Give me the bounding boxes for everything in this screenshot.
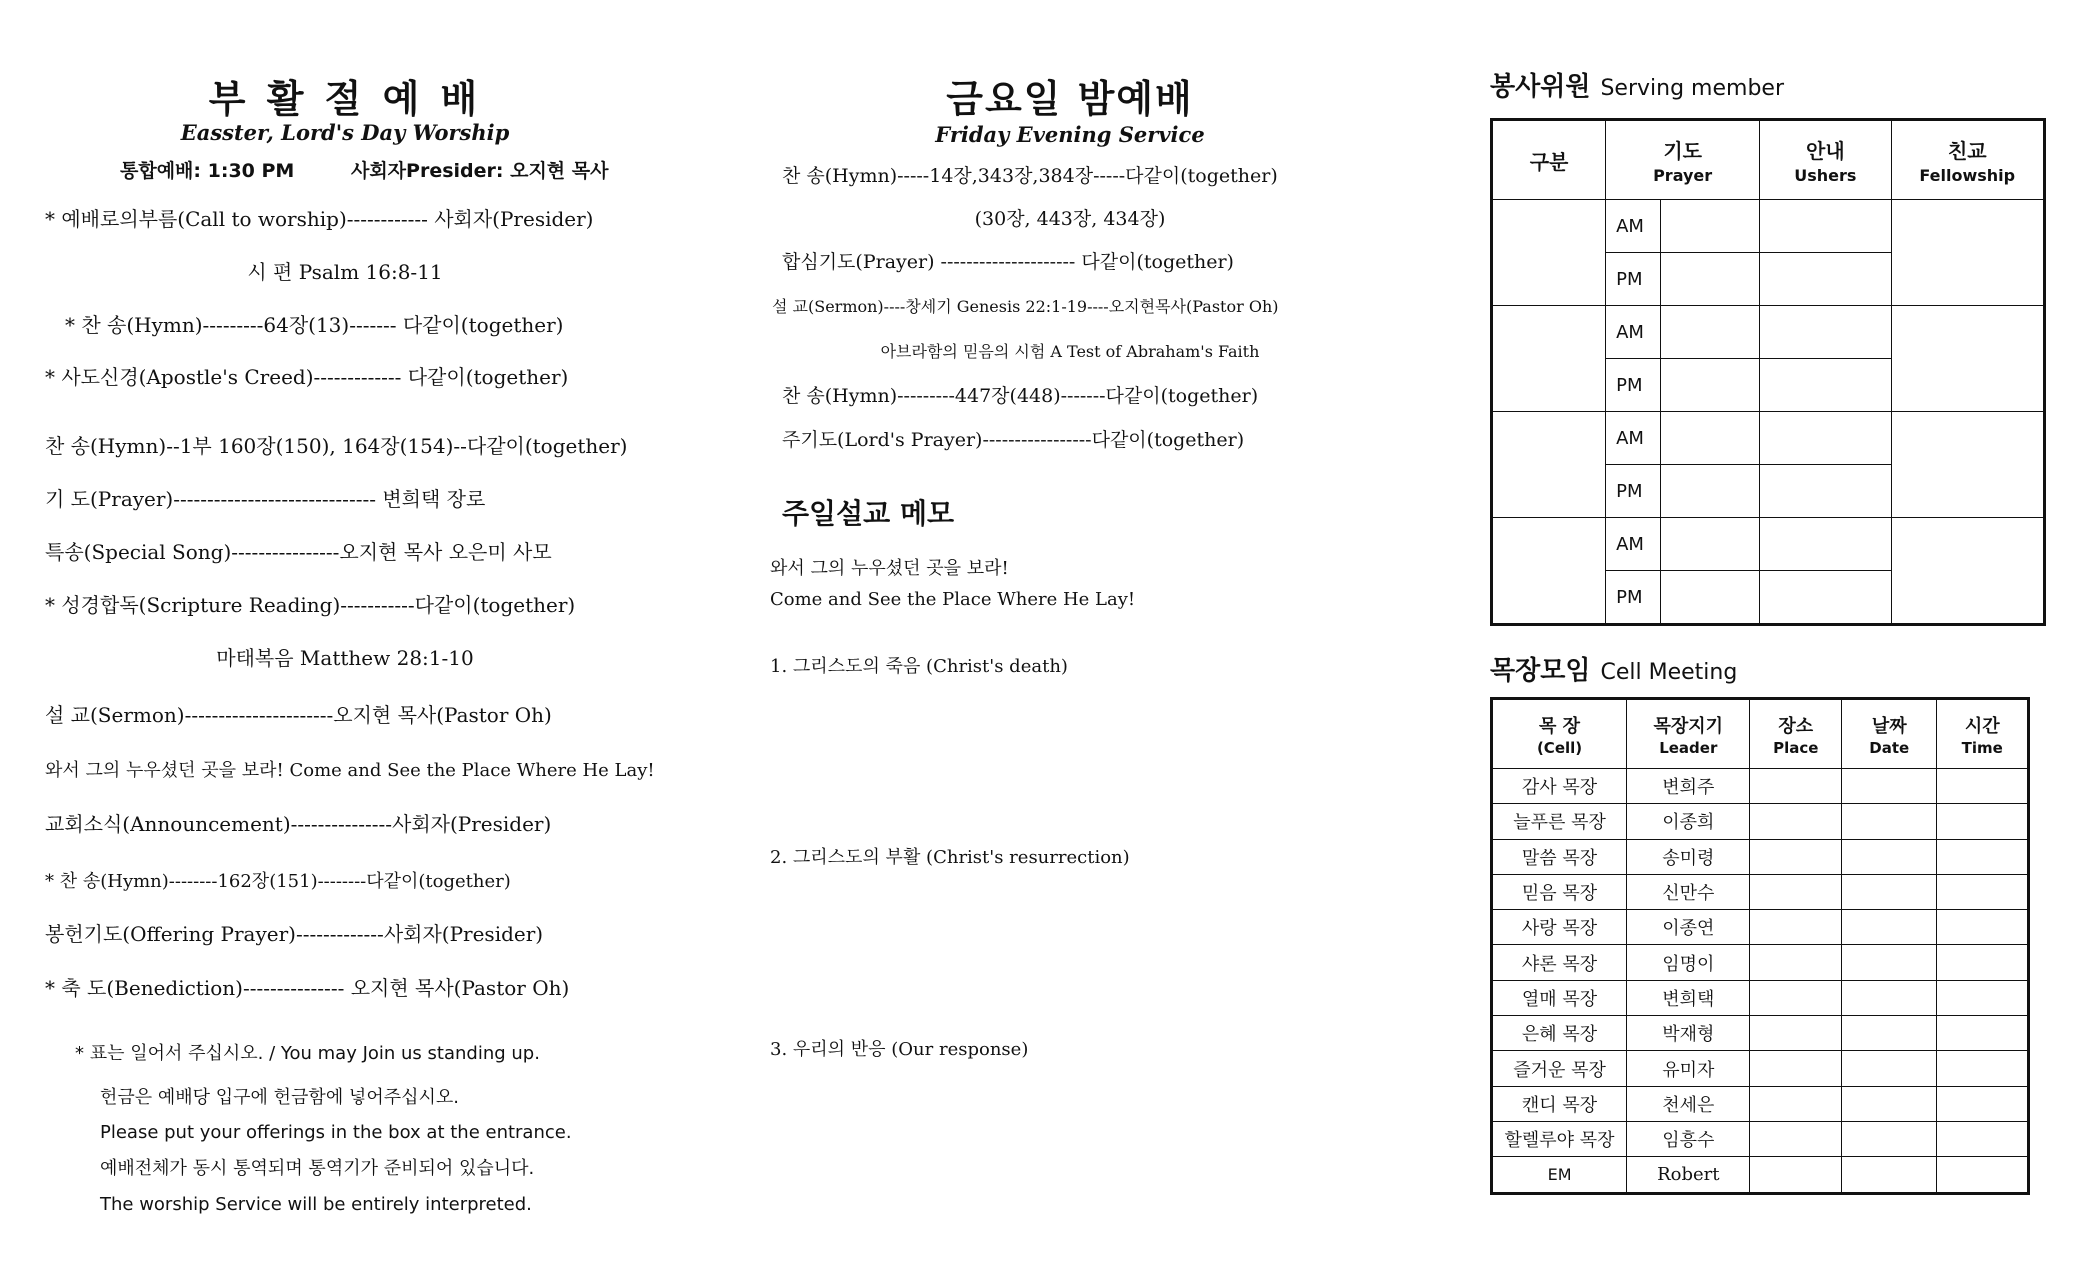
serving-row [1492,412,2045,465]
cell-row [1492,874,2029,909]
cell-row [1492,945,2029,980]
order-item: * 사도신경(Apostle's Creed)------------- 다같이(together) [45,365,569,389]
friday-title: 금요일 밤예배 [946,77,1194,121]
cell-name: 열매 목장 [1492,980,1627,1015]
presider: 사회자Presider: 오지현 목사 [350,160,609,182]
cell-place [1750,804,1842,839]
cell-place [1750,1121,1842,1156]
cell-name: 은혜 목장 [1492,1016,1627,1051]
header-place: 장소 Place [1750,699,1842,769]
header-cell: 목 장 (Cell) [1492,699,1627,769]
service-time-row [45,158,645,184]
service-time: 통합예배: 1:30 PM [120,160,295,182]
serving-row [1492,518,2045,571]
sermon-title: 아브라함의 믿음의 시험 A Test of Abraham's Faith [880,342,1260,361]
cell-place [1750,874,1842,909]
cell-name: 즐거운 목장 [1492,1051,1627,1086]
cell-place [1750,1157,1842,1193]
order-item: 봉헌기도(Offering Prayer)-------------사회자(Presider) [45,922,544,946]
cell-date [1842,1157,1937,1193]
cell-meeting-table [1490,697,2030,1195]
am-label: AM [1606,306,1661,359]
cell-date [1842,945,1937,980]
order-item: 설 교(Sermon)----------------------오지현 목사(Pastor Oh) [45,703,552,727]
note-line: 헌금은 예배당 입구에 헌금함에 넣어주십시오. [100,1087,459,1108]
cell-date [1842,804,1937,839]
cell-time [1937,874,2029,909]
memo-point: 1. 그리스도의 죽음 (Christ's death) [770,656,1068,677]
cell-row [1492,980,2029,1015]
cell-place [1750,769,1842,804]
cell-date [1842,1121,1937,1156]
cell-meeting-title [1490,650,1737,687]
ushers-cell [1760,253,1891,306]
prayer-cell [1660,253,1759,306]
cell-leader: 송미령 [1627,839,1750,874]
friday-subtitle: Friday Evening Service [935,122,1205,147]
cell-leader: 변희주 [1627,769,1750,804]
cell-meeting-title-ko: 목장모임 [1490,656,1591,686]
pm-label: PM [1606,465,1661,518]
cell-place [1750,1051,1842,1086]
prayer-cell [1660,571,1759,625]
cell-leader: 유미자 [1627,1051,1750,1086]
ushers-cell [1760,571,1891,625]
fellowship-cell [1891,200,2044,306]
memo-point: 2. 그리스도의 부활 (Christ's resurrection) [770,847,1130,868]
cell-place [1750,839,1842,874]
cell-date [1842,980,1937,1015]
cell-leader: 임명이 [1627,945,1750,980]
order-item: 찬 송(Hymn)-----14장,343장,384장-----다같이(together) [782,165,1278,187]
memo-point: 3. 우리의 반응 (Our response) [770,1039,1029,1060]
cell-leader: 임흥수 [1627,1121,1750,1156]
order-item: * 성경합독(Scripture Reading)-----------다같이(together) [45,593,576,617]
cell-name: 사랑 목장 [1492,910,1627,945]
cell-row [1492,769,2029,804]
cell-date [1842,769,1937,804]
cell-time [1937,910,2029,945]
serving-row [1492,200,2045,253]
division-cell [1492,412,1606,518]
prayer-cell [1660,306,1759,359]
cell-time [1937,1016,2029,1051]
cell-row [1492,804,2029,839]
note-line: 예배전체가 동시 통역되며 통역기가 준비되어 있습니다. [100,1158,535,1179]
pm-label: PM [1606,253,1661,306]
header-prayer: 기도 Prayer [1606,120,1760,200]
am-label: AM [1606,518,1661,571]
cell-name: 할렐루야 목장 [1492,1121,1627,1156]
cell-leader: Robert [1627,1157,1750,1193]
header-leader: 목장지기 Leader [1627,699,1750,769]
cell-name: 믿음 목장 [1492,874,1627,909]
cell-meeting-title-en: Cell Meeting [1600,660,1738,685]
cell-name: 샤론 목장 [1492,945,1627,980]
ushers-cell [1760,518,1891,571]
cell-name: 말씀 목장 [1492,839,1627,874]
order-item: 특송(Special Song)----------------오지현 목사 오은미 사모 [45,540,552,564]
cell-place [1750,1086,1842,1121]
cell-time [1937,769,2029,804]
cell-time [1937,945,2029,980]
order-item: * 찬 송(Hymn)--------162장(151)--------다같이(together) [45,871,511,892]
header-ushers: 안내 Ushers [1760,120,1891,200]
cell-row [1492,1086,2029,1121]
scripture-reference: 마태복음 Matthew 28:1-10 [216,646,474,670]
cell-time [1937,1086,2029,1121]
cell-date [1842,1086,1937,1121]
cell-row [1492,1121,2029,1156]
order-item: 설 교(Sermon)----창세기 Genesis 22:1-19----오지현목사(Pastor Oh) [772,297,1279,316]
cell-date [1842,1016,1937,1051]
note-line: * 표는 일어서 주십시오. / You may Join us standing up. [75,1043,540,1064]
cell-time [1937,980,2029,1015]
prayer-cell [1660,465,1759,518]
cell-time [1937,1121,2029,1156]
serving-title-en: Serving member [1600,76,1784,101]
memo-line: Come and See the Place Where He Lay! [770,589,1136,610]
serving-header-row [1492,120,2045,200]
serving-row [1492,306,2045,359]
order-item: * 축 도(Benediction)--------------- 오지현 목사(Pastor Oh) [45,976,570,1000]
order-item: 합심기도(Prayer) --------------------- 다같이(together) [782,251,1234,273]
cell-name: 늘푸른 목장 [1492,804,1627,839]
cell-time [1937,1051,2029,1086]
cell-leader: 이종연 [1627,910,1750,945]
ushers-cell [1760,465,1891,518]
easter-title: 부 활 절 예 배 [208,77,482,121]
order-item: 찬 송(Hymn)--1부 160장(150), 164장(154)--다같이(together) [45,434,628,458]
cell-header-row [1492,699,2029,769]
cell-row [1492,1157,2029,1193]
cell-place [1750,945,1842,980]
ushers-cell [1760,412,1891,465]
cell-place [1750,980,1842,1015]
division-cell [1492,200,1606,306]
cell-row [1492,839,2029,874]
pm-label: PM [1606,571,1661,625]
order-item: 주기도(Lord's Prayer)-----------------다같이(together) [782,429,1245,451]
cell-place [1750,1016,1842,1051]
cell-name: 캔디 목장 [1492,1086,1627,1121]
cell-time [1937,804,2029,839]
cell-name: EM [1492,1157,1627,1193]
order-item: 찬 송(Hymn)---------447장(448)-------다같이(together) [782,385,1259,407]
cell-date [1842,839,1937,874]
prayer-cell [1660,359,1759,412]
order-item: 시 편 Psalm 16:8-11 [247,260,443,284]
ushers-cell [1760,306,1891,359]
cell-time [1937,839,2029,874]
header-fellowship: 친교 Fellowship [1891,120,2044,200]
division-cell [1492,518,1606,625]
cell-date [1842,910,1937,945]
cell-leader: 변희택 [1627,980,1750,1015]
cell-date [1842,1051,1937,1086]
cell-place [1750,910,1842,945]
cell-leader: 박재형 [1627,1016,1750,1051]
order-item: 교회소식(Announcement)---------------사회자(Presider) [45,812,552,836]
order-item: 기 도(Prayer)------------------------------ 변희택 장로 [45,487,486,511]
ushers-cell [1760,200,1891,253]
memo-line: 와서 그의 누우셨던 곳을 보라! [770,558,1009,579]
order-item: * 예배로의부름(Call to worship)------------ 사회자(Presider) [45,207,594,231]
serving-title-ko: 봉사위원 [1490,72,1591,102]
fellowship-cell [1891,518,2044,625]
ushers-cell [1760,359,1891,412]
am-label: AM [1606,412,1661,465]
cell-date [1842,874,1937,909]
serving-table [1490,118,2046,626]
pm-label: PM [1606,359,1661,412]
am-label: AM [1606,200,1661,253]
note-line: The worship Service will be entirely interpreted. [100,1194,532,1215]
cell-name: 감사 목장 [1492,769,1627,804]
header-time: 시간 Time [1937,699,2029,769]
serving-title [1490,66,1784,103]
order-item: (30장, 443장, 434장) [974,208,1166,230]
cell-leader: 신만수 [1627,874,1750,909]
header-date: 날짜 Date [1842,699,1937,769]
note-line: Please put your offerings in the box at the entrance. [100,1122,572,1143]
fellowship-cell [1891,412,2044,518]
cell-time [1937,1157,2029,1193]
prayer-cell [1660,412,1759,465]
fellowship-cell [1891,306,2044,412]
cell-leader: 천세은 [1627,1086,1750,1121]
order-item: * 찬 송(Hymn)---------64장(13)------- 다같이(together) [65,313,564,337]
prayer-cell [1660,518,1759,571]
cell-row [1492,910,2029,945]
cell-row [1492,1051,2029,1086]
memo-title: 주일설교 메모 [782,497,955,530]
cell-leader: 이종희 [1627,804,1750,839]
header-division: 구분 [1492,120,1606,200]
easter-subtitle: Easster, Lord's Day Worship [180,120,510,145]
prayer-cell [1660,200,1759,253]
sermon-title: 와서 그의 누우셨던 곳을 보라! Come and See the Place Where He Lay! [45,760,655,781]
cell-row [1492,1016,2029,1051]
division-cell [1492,306,1606,412]
